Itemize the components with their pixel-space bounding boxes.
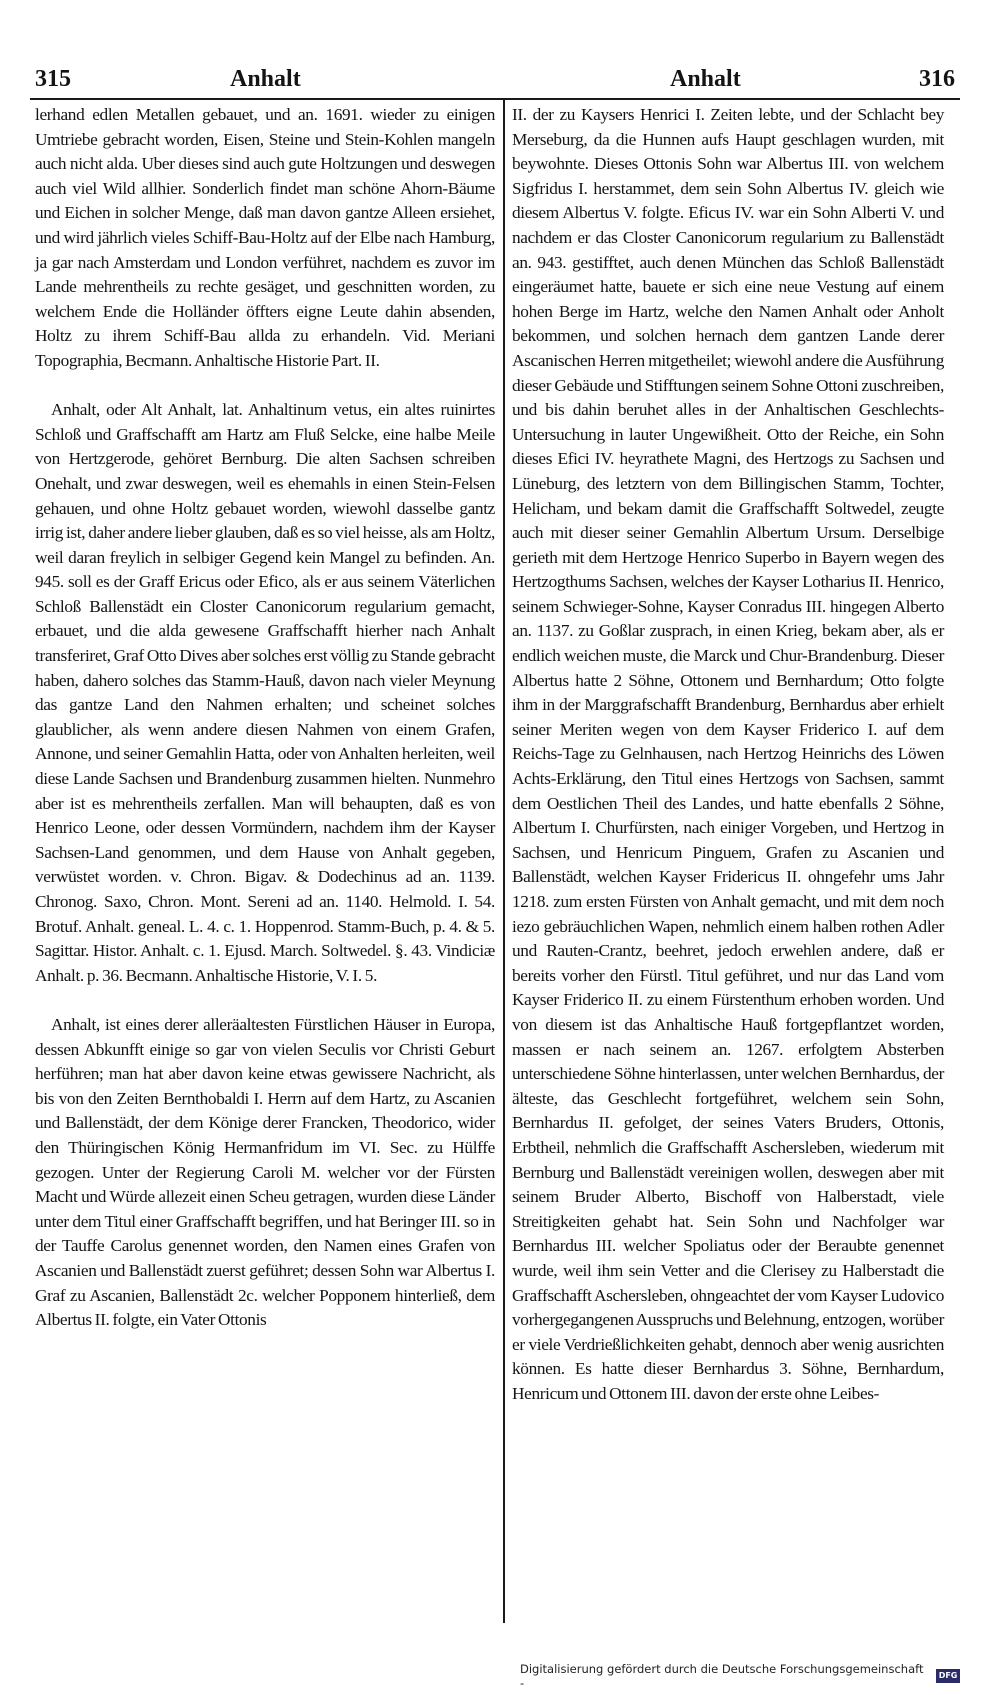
- column-divider: [503, 98, 505, 1623]
- page-header: [30, 58, 960, 100]
- footer-text: Digitalisierung gefördert durch die Deutsche Forschungsgemeinschaft -: [520, 1662, 924, 1690]
- right-paragraph-1: II. der zu Kaysers Henrici I. Zeiten lebte, und der Schlacht bey Merseburg, da die Hunnen aufs Haupt geschlagen wurden, mit beywohnte. Dieses Ottonis Sohn war Albertus III. von welchem Sigfridus I. herstammet, dem sein Sohn Albertus IV. gleich wie diesem Albertus V. folgte. Eficus IV. war ein Sohn Alberti V. und nachdem er das Closter Canonicorum regularium zu Ballenstädt an. 943. gestifftet, auch denen München das Schloß Ballenstädt eingeräumet hatte, bauete er sich eine neue Vestung auf einem hohen Berge im Hartz, welche den Namen Anhalt oder Anholt bekommen, und solchen hernach dem gantzen Lande derer Ascanischen Herren mitgetheilet; wiewohl andere die Ausführung dieser Gebäude und Stifftungen seinem Sohne Ottoni zuschreiben, und bis dahin beruhet alles in der Anhaltischen Geschlechts-Untersuchung in lauter Ungewißheit. Otto der Reiche, ein Sohn dieses Efici IV. heyrathete Magni, des Hertzogs zu Sachsen und Lüneburg, des letztern von dem Billingischen Stamm, Tochter, Helicham, und bekam damit die Graffschafft Soltwedel, zeugte auch mit dieser seiner Gemahlin Albertum Ursum. Derselbige gerieth mit dem Hertzoge Henrico Superbo in Bayern wegen des Hertzogthums Sachsen, welches der Kayser Lotharius II. Henrico, seinem Schwieger-Sohne, Kayser Conradus III. hingegen Alberto an. 1137. zu Goßlar zusprach, in einen Krieg, bekam aber, als er endlich weichen muste, die Marck und Chur-Brandenburg. Dieser Albertus hatte 2 Söhne, Ottonem und Bernhardum; Otto folgte ihm in der Marggrafschafft Brandenburg, Bernhardus aber erhielt seiner Meriten wegen von dem Kayser Friderico I. auf dem Reichs-Tage zu Gelnhausen, nach Hertzog Heinrichs des Löwen Achts-Erklärung, den Titul eines Hertzogs von Sachsen, sammt dem Oestlichen Theil des Landes, und hatte ebenfalls 2 Söhne, Albertum I. Churfürsten, nach einiger Vorgeben, und Hertzog in Sachsen, und Henricum Pinguem, Grafen zu Ascanien und Ballenstädt, welchen Kayser Fridericus II. ohngefehr ums Jahr 1218. zum ersten Fürsten von Anhalt gemacht, und mit dem noch iezo gebräuchlichen Wapen, nehmlich einem halben rothen Adler und Rauten-Crantz, beehret, jedoch erwehlen andere, daß er bereits vorher den Fürstl. Titul geführet, und nur das Land vom Kayser Friderico II. zu einem Fürstenthum erhoben worden. Und von diesem ist das Anhaltische Hauß fortgepflantzet worden, massen er nach seinem an. 1267. erfolgtem Absterben unterschiedene Söhne hinterlassen, unter welchen Bernhardus, der älteste, das Geschlecht fortgeführet, welchem sein Sohn, Bernhardus II. gefolget, der seines Vaters Bruders, Ottonis, Erbtheil, nehmlich die Graffschafft Aschersleben, wiederum mit Bernburg und Ballenstädt vereinigen wollen, deswegen aber mit seinem Bruder Alberto, Bischoff von Halberstadt, viele Streitigkeiten gehabt hat. Sein Sohn und Nachfolger war Bernhardus III. welcher Spoliatus oder der Beraubte genennet wurde, weil ihm sein Vetter and die Clerisey zu Halberstadt die Graffschafft Aschersleben, ohngeachtet der vom Kayser Ludovico vorhergegangenen Ausspruchs und Belehnung, entzogen, worüber er viele Verdrießlichkeiten gehabt, dennoch aber wenig ausrichten können. Es hatte dieser Bernhardus 3. Söhne, Bernhardum, Henricum und Ottonem III. davon der erste ohne Leibes-: [512, 105, 944, 1403]
- left-paragraph-2: Anhalt, oder Alt Anhalt, lat. Anhaltinum vetus, ein altes ruinirtes Schloß und Graffschafft am Hartz am Fluß Selcke, eine halbe Meile von Hertzgerode, gehöret Bernburg. Die alten Sachsen schreiben Onehalt, und zwar deswegen, weil es ehemahls in einen Stein-Felsen gehauen, und ohne Holtz gebauet worden, wiewohl dasselbe gantz irrig ist, daher andere lieber glauben, daß es so viel heisse, als am Holtz, weil daran freylich in selbiger Gegend kein Mangel zu befinden. An. 945. soll es der Graff Ericus oder Efico, als er aus seinem Väterlichen Schloß Ballenstädt ein Closter Canonicorum regularium gemacht, erbauet, und die alda gewesene Graffschafft hierher nach Anhalt transferiret, Graf Otto Dives aber solches erst völlig zu Stande gebracht haben, dahero solches das Stamm-Hauß, davon nach vieler Meynung das gantze Land den Nahmen erhalten; und scheinet solches glaublicher, als wenn andere diesen Nahmen von einem Grafen, Annone, und seiner Gemahlin Hatta, oder von Anhalten herleiten, weil diese Lande Sachsen und Brandenburg zusammen hielten. Nunmehro aber ist es mehrentheils zerfallen. Man will behaupten, daß es von Henrico Leone, oder dessen Vormündern, nachdem ihm der Kayser Sachsen-Land genommen, und dem Hause von Anhalt gegeben, verwüstet worden. v. Chron. Bigav. & Dodechinus ad an. 1139. Chronog. Saxo, Chron. Mont. Sereni ad an. 1140. Helmold. I. 54. Brotuf. Anhalt. geneal. L. 4. c. 1. Hoppenrod. Stamm-Buch, p. 4. & 5. Sagittar. Histor. Anhalt. c. 1. Ejusd. March. Soltwedel. §. 43. Vindiciæ Anhalt. p. 36. Becmann. Anhaltische Historie, V. I. 5.: [35, 400, 495, 985]
- right-page-number: 316: [919, 66, 955, 92]
- right-column: [512, 103, 944, 1406]
- left-paragraph-1: lerhand edlen Metallen gebauet, und an. 1691. wieder zu einigen Umtriebe gebracht worden, Eisen, Steine und Stein-Kohlen mangeln auch nicht alda. Uber dieses sind auch gute Holtzungen und deswegen auch viel Wild allhier. Sonderlich findet man schöne Ahorn-Bäume und Eichen in solcher Menge, daß man davon gantze Alleen ersiehet, und wird jährlich vieles Schiff-Bau-Holtz auf der Elbe nach Hamburg, ja gar nach Amsterdam und London verführet, nachdem es zuvor im Lande mehrentheils zu rechte gesäget, und geschnitten worden, zu welchem Ende die Holländer öffters eigne Leute dahin absenden, Holtz zu ihrem Schiff-Bau allda zu erhandeln. Vid. Meriani Topographia, Becmann. Anhaltische Historie Part. II.: [35, 105, 495, 370]
- left-column: [35, 103, 495, 1333]
- left-page-number: 315: [35, 66, 71, 92]
- footer: [520, 1662, 960, 1690]
- dfg-logo-icon: DFG: [936, 1669, 960, 1683]
- left-paragraph-3: Anhalt, ist eines derer alleräaltesten Fürstlichen Häuser in Europa, dessen Abkunfft einige so gar von vielen Seculis vor Christi Geburt herführen; man hat aber davon keine etwas gewissere Nachricht, als bis von den Zeiten Bernthobaldi I. Herrn auf dem Hartz, zu Ascanien und Ballenstädt, der dem Könige derer Francken, Theodorico, wider den Thüringischen König Hermanfridum im VI. Sec. zu Hülffe gezogen. Unter der Regierung Caroli M. welcher vor der Fürsten Macht und Würde allezeit einen Scheu getragen, wurden diese Länder unter dem Titul einer Graffschafft begriffen, und hat Beringer III. so in der Tauffe Carolus genennet worden, den Namen eines Grafen von Ascanien und Ballenstädt zuerst geführet; dessen Sohn war Albertus I. Graf zu Ascanien, Ballenstädt 2c. welcher Popponem hinterließ, dem Albertus II. folgte, ein Vater Ottonis: [35, 1014, 495, 1330]
- left-running-head: Anhalt: [230, 66, 301, 92]
- right-running-head: Anhalt: [670, 66, 741, 92]
